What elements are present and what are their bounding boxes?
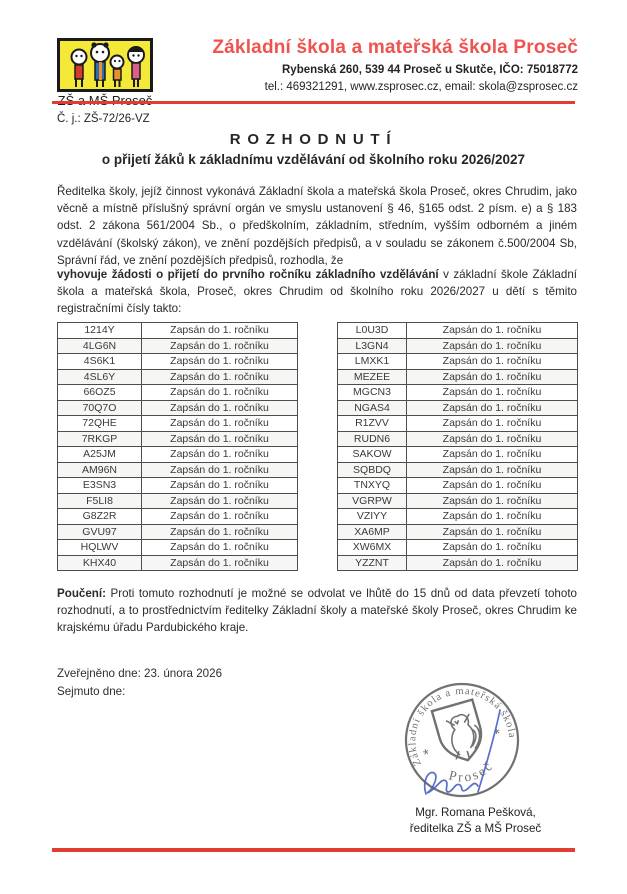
status-cell: Zapsán do 1. ročníku — [407, 493, 578, 509]
table-row — [58, 555, 298, 571]
status-cell: Zapsán do 1. ročníku — [407, 462, 578, 478]
registration-code-cell: MGCN3 — [338, 385, 407, 401]
status-cell: Zapsán do 1. ročníku — [407, 478, 578, 494]
status-cell: Zapsán do 1. ročníku — [407, 431, 578, 447]
status-cell: Zapsán do 1. ročníku — [142, 369, 298, 385]
table-row — [338, 400, 578, 416]
table-row — [58, 447, 298, 463]
table-row — [338, 323, 578, 339]
registration-code-cell: E3SN3 — [58, 478, 142, 494]
status-cell: Zapsán do 1. ročníku — [142, 338, 298, 354]
table-row — [338, 509, 578, 525]
status-cell: Zapsán do 1. ročníku — [142, 354, 298, 370]
table-row — [58, 431, 298, 447]
registration-code-cell: 4S6K1 — [58, 354, 142, 370]
table-row — [58, 540, 298, 556]
table-row — [338, 478, 578, 494]
grant-paragraph-rest: v základní škole Základní škola a mateřská škola, Proseč, okres Chrudim od školního roku 2026/2027 u dětí s těmito registračními čísly takto: — [57, 268, 577, 316]
status-cell: Zapsán do 1. ročníku — [142, 447, 298, 463]
registration-code-cell: HQLWV — [58, 540, 142, 556]
stamp-star-right: * — [492, 725, 503, 744]
footer-divider — [52, 848, 575, 852]
registration-code-cell: A25JM — [58, 447, 142, 463]
table-row — [58, 509, 298, 525]
registration-code-cell: 72QHE — [58, 416, 142, 432]
appeal-notice-label: Poučení: — [57, 587, 106, 600]
table-row — [338, 447, 578, 463]
intro-paragraph: Ředitelka školy, jejíž činnost vykonává Základní škola a mateřská škola Proseč, okres Chrudim, jako věcně a místně příslušný správní orgán ve smyslu ustanovení § 46, §165 odst. 2 písm. e) a § 183 odst. 2 zákona 561/2004 Sb., o předškolním, základním, středním, vyšším odborném a jiném vzdělávání (školský zákon), ve znění pozdějších předpisů, a v souladu se zákonem č.500/2004 Sb, Správní řád, ve znění pozdějších předpisů, rozhodla, že — [57, 185, 577, 267]
status-cell: Zapsán do 1. ročníku — [407, 385, 578, 401]
status-cell: Zapsán do 1. ročníku — [407, 354, 578, 370]
table-row — [58, 323, 298, 339]
registration-code-cell: XA6MP — [338, 524, 407, 540]
children-logo-icon — [57, 38, 153, 92]
table-row — [338, 540, 578, 556]
status-cell: Zapsán do 1. ročníku — [142, 323, 298, 339]
status-cell: Zapsán do 1. ročníku — [142, 524, 298, 540]
table-row — [338, 555, 578, 571]
grant-paragraph — [57, 266, 577, 318]
stamp-bottom-text: Proseč — [447, 757, 497, 785]
table-row — [58, 354, 298, 370]
published-date-line: Zveřejněno dne: 23. února 2026 — [57, 667, 223, 680]
status-cell: Zapsán do 1. ročníku — [142, 462, 298, 478]
table-row — [338, 493, 578, 509]
status-cell: Zapsán do 1. ročníku — [142, 509, 298, 525]
registration-code-cell: VGRPW — [338, 493, 407, 509]
registration-table-left — [57, 322, 298, 571]
status-cell: Zapsán do 1. ročníku — [407, 400, 578, 416]
table-row — [338, 369, 578, 385]
stamp-ring-text: Základní škola a mateřská škola — [407, 685, 518, 768]
registration-code-cell: F5LI8 — [58, 493, 142, 509]
status-cell: Zapsán do 1. ročníku — [407, 416, 578, 432]
table-row — [58, 524, 298, 540]
grant-paragraph-bold: vyhovuje žádosti o přijetí do prvního ročníku základního vzdělávání — [57, 268, 439, 281]
table-row — [338, 354, 578, 370]
status-cell: Zapsán do 1. ročníku — [142, 540, 298, 556]
registration-code-cell: KHX40 — [58, 555, 142, 571]
reference-number: Č. j.: ZŠ-72/26-VZ — [57, 113, 150, 125]
registration-code-cell: VZIYY — [338, 509, 407, 525]
registration-code-cell: L3GN4 — [338, 338, 407, 354]
registration-code-cell: G8Z2R — [58, 509, 142, 525]
table-row — [338, 524, 578, 540]
school-name-heading: Základní škola a mateřská škola Proseč — [212, 37, 578, 58]
registration-code-cell: L0U3D — [338, 323, 407, 339]
registration-code-cell: RUDN6 — [338, 431, 407, 447]
table-row — [58, 493, 298, 509]
stamp-star-left: * — [421, 745, 432, 764]
table-row — [58, 400, 298, 416]
status-cell: Zapsán do 1. ročníku — [142, 385, 298, 401]
status-cell: Zapsán do 1. ročníku — [407, 338, 578, 354]
table-row — [338, 416, 578, 432]
stamp-shield-icon — [432, 700, 488, 766]
table-row — [58, 385, 298, 401]
registration-code-cell: XW6MX — [338, 540, 407, 556]
status-cell: Zapsán do 1. ročníku — [407, 555, 578, 571]
table-row — [338, 462, 578, 478]
status-cell: Zapsán do 1. ročníku — [142, 400, 298, 416]
status-cell: Zapsán do 1. ročníku — [407, 540, 578, 556]
registration-code-cell: 66OZ5 — [58, 385, 142, 401]
status-cell: Zapsán do 1. ročníku — [142, 431, 298, 447]
decision-subtitle: o přijetí žáků k základnímu vzdělávání od školního roku 2026/2027 — [101, 152, 526, 167]
status-cell: Zapsán do 1. ročníku — [142, 493, 298, 509]
registration-code-cell: GVU97 — [58, 524, 142, 540]
header-divider — [52, 101, 575, 104]
registration-code-cell: LMXK1 — [338, 354, 407, 370]
registration-code-cell: AM96N — [58, 462, 142, 478]
registration-code-cell: SQBDQ — [338, 462, 407, 478]
registration-code-cell: 70Q7O — [58, 400, 142, 416]
table-row — [338, 338, 578, 354]
status-cell: Zapsán do 1. ročníku — [407, 369, 578, 385]
status-cell: Zapsán do 1. ročníku — [142, 478, 298, 494]
school-contacts: tel.: 469321291, www.zsprosec.cz, email: skola@zsprosec.cz — [264, 81, 578, 93]
signer-title: ředitelka ZŠ a MŠ Proseč — [409, 822, 542, 835]
status-cell: Zapsán do 1. ročníku — [407, 323, 578, 339]
table-row — [58, 478, 298, 494]
status-cell: Zapsán do 1. ročníku — [142, 416, 298, 432]
signer-name: Mgr. Romana Pešková, — [415, 806, 536, 819]
appeal-notice-text: Proti tomuto rozhodnutí je možné se odvolat ve lhůtě do 15 dnů od data převzetí tohoto rozhodnutí, a to prostřednictvím ředitelky Základní školy a mateřské školy Proseč, okres Chrudim ke krajskému úřadu Pardubického kraje. — [57, 587, 577, 635]
registration-code-cell: MEZEE — [338, 369, 407, 385]
status-cell: Zapsán do 1. ročníku — [407, 509, 578, 525]
school-address: Rybenská 260, 539 44 Proseč u Skutče, IČO: 75018772 — [282, 64, 578, 76]
registration-code-cell: TNXYQ — [338, 478, 407, 494]
decision-title: ROZHODNUTÍ — [229, 131, 398, 148]
table-row — [338, 385, 578, 401]
removed-date-line: Sejmuto dne: — [57, 685, 126, 698]
status-cell: Zapsán do 1. ročníku — [407, 524, 578, 540]
table-row — [58, 462, 298, 478]
official-stamp — [378, 658, 568, 828]
table-row — [58, 416, 298, 432]
registration-code-cell: 4LG6N — [58, 338, 142, 354]
registration-code-cell: R1ZVV — [338, 416, 407, 432]
school-logo — [57, 38, 153, 97]
registration-code-cell: 4SL6Y — [58, 369, 142, 385]
table-row — [58, 369, 298, 385]
registration-code-cell: 1214Y — [58, 323, 142, 339]
registration-table-right — [337, 322, 578, 571]
status-cell: Zapsán do 1. ročníku — [142, 555, 298, 571]
registration-code-cell: NGAS4 — [338, 400, 407, 416]
status-cell: Zapsán do 1. ročníku — [407, 447, 578, 463]
appeal-notice — [57, 585, 577, 637]
table-row — [338, 431, 578, 447]
registration-code-cell: SAKOW — [338, 447, 407, 463]
registration-code-cell: 7RKGP — [58, 431, 142, 447]
registration-code-cell: YZZNT — [338, 555, 407, 571]
table-row — [58, 338, 298, 354]
